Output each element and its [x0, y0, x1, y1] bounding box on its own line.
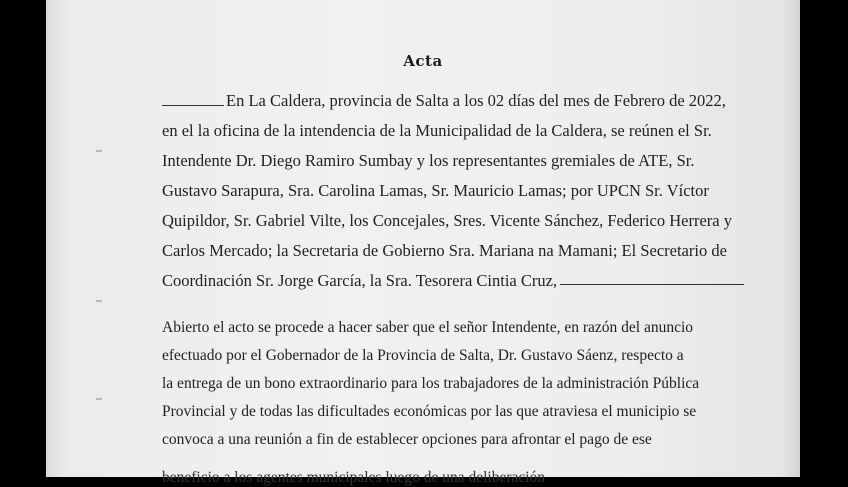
text-line: Intendente Dr. Diego Ramiro Sumbay y los representantes gremiales de ATE, Sr.	[162, 151, 695, 170]
text-line: la entrega de un bono extraordinario para los trabajadores de la administración Pública	[162, 375, 700, 392]
text-line: Gustavo Sarapura, Sra. Carolina Lamas, Sr. Mauricio Lamas; por UPCN Sr. Víctor	[162, 181, 709, 200]
margin-mark	[96, 150, 102, 152]
text-line: Provincial y de todas las dificultades económicas por las que atraviesa el municipio se	[162, 403, 697, 420]
margin-mark	[96, 398, 102, 400]
text-line: Carlos Mercado; la Secretaria de Gobierno Sra. Mariana na Mamani; El Secretario de	[162, 241, 727, 260]
fill-line	[162, 87, 224, 106]
text-line: Quipildor, Sr. Gabriel Vilte, los Concejales, Sres. Vicente Sánchez, Federico Herrera y	[162, 211, 732, 230]
paragraph-intro	[162, 86, 816, 296]
text-line-cut-off: beneficio a los agentes municipales luego de una deliberación	[162, 469, 546, 486]
line-text: En La Caldera, provincia de Salta a los 02 días del mes de Febrero de 2022,	[226, 91, 726, 110]
document-page	[46, 0, 800, 486]
text-line: convoca a una reunión a fin de establecer opciones para afrontar el pago de ese	[162, 431, 652, 448]
text-line	[162, 86, 816, 116]
line-content	[162, 86, 726, 116]
paragraph-body	[162, 314, 812, 454]
document-title: Acta	[403, 52, 443, 70]
text-line: en el la oficina de la intendencia de la Municipalidad de la Caldera, se reúnen el Sr.	[162, 121, 712, 140]
text-line	[162, 266, 816, 296]
margin-mark	[96, 300, 102, 302]
fill-line	[560, 266, 744, 285]
text-line: efectuado por el Gobernador de la Provincia de Salta, Dr. Gustavo Sáenz, respecto a	[162, 347, 684, 364]
text-line: Abierto el acto se procede a hacer saber que el señor Intendente, en razón del anuncio	[162, 319, 694, 336]
line-text: Coordinación Sr. Jorge García, la Sra. Tesorera Cintia Cruz,	[162, 271, 558, 290]
